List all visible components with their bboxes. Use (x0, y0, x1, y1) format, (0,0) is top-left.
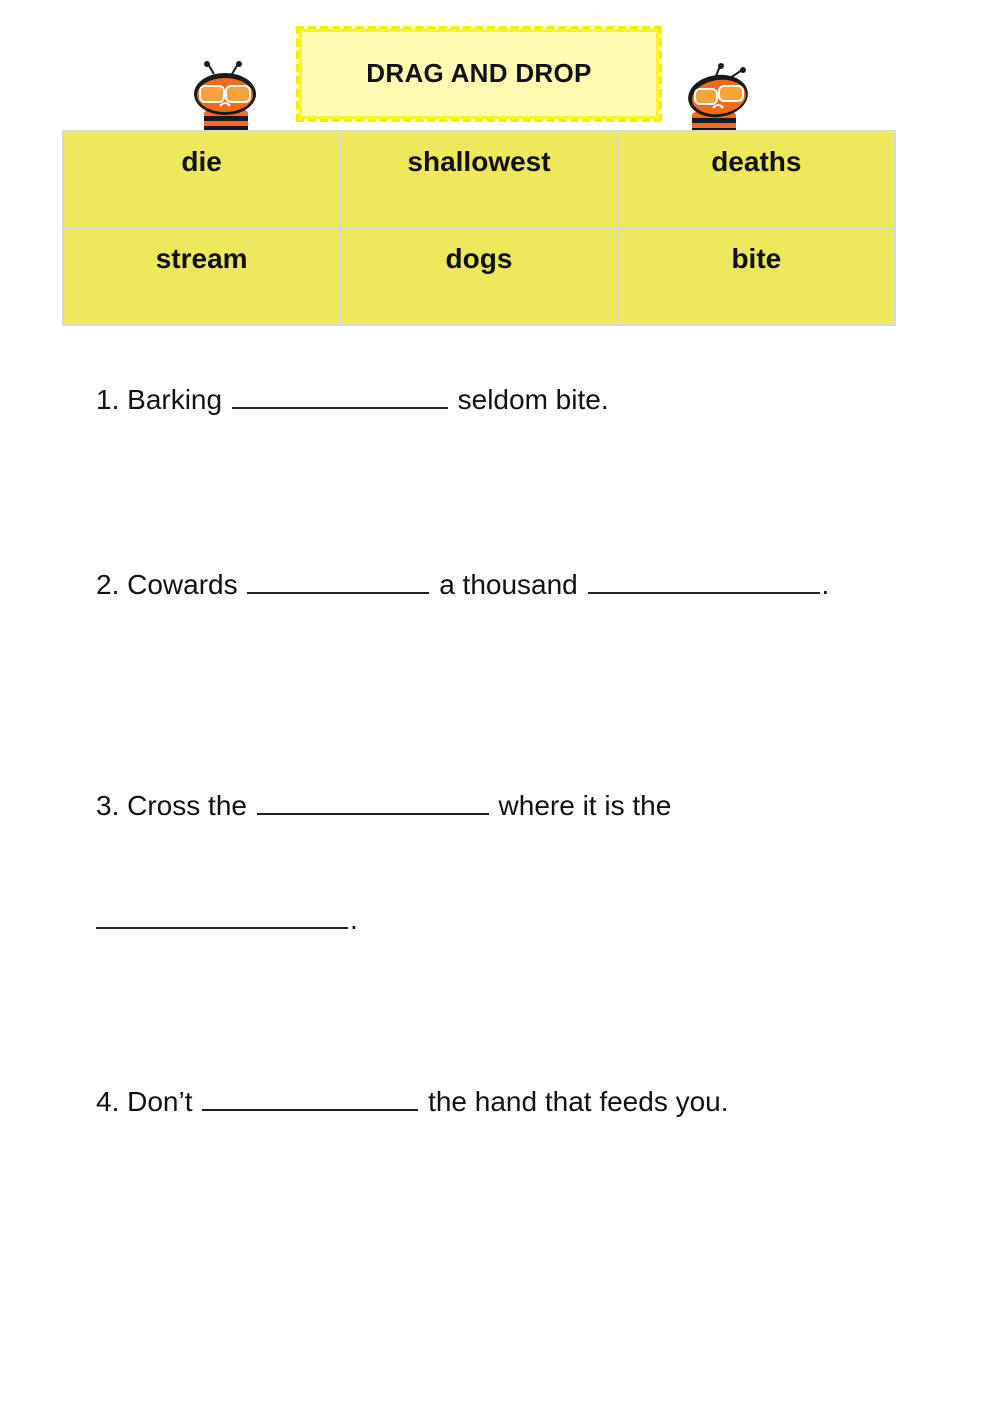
sentence-text: Don’t (127, 1086, 193, 1117)
sentence-number: 3. (96, 790, 120, 821)
sentence-4 (96, 1086, 729, 1118)
drop-blank[interactable] (96, 905, 348, 929)
drop-blank[interactable] (247, 570, 429, 594)
bee-icon (686, 62, 756, 138)
drop-blank[interactable] (257, 791, 489, 815)
drop-blank[interactable] (202, 1087, 418, 1111)
sentence-text: Barking (127, 384, 223, 415)
sentence-3 (96, 790, 671, 822)
sentence-text: . (350, 904, 358, 935)
sentence-text: the hand that feeds you. (428, 1086, 729, 1117)
sentence-1 (96, 384, 609, 416)
sentence-text: . (821, 569, 830, 600)
sentence-number: 2. (96, 569, 120, 600)
sentence-number: 4. (96, 1086, 120, 1117)
bee-icon (190, 60, 260, 136)
page-title: DRAG AND DROP (366, 58, 592, 88)
sentence-text: a thousand (439, 569, 578, 600)
draggable-word-bite[interactable]: bite (619, 229, 894, 324)
drop-blank[interactable] (232, 385, 448, 409)
sentence-text: seldom bite. (457, 384, 609, 415)
sentence-2 (96, 569, 829, 601)
word-bank (62, 130, 896, 326)
sentence-text: Cross the (127, 790, 247, 821)
draggable-word-stream[interactable]: stream (64, 229, 339, 324)
draggable-word-die[interactable]: die (64, 132, 339, 227)
sentence-text: Cowards (127, 569, 238, 600)
sentence-number: 1. (96, 384, 120, 415)
draggable-word-shallowest[interactable]: shallowest (341, 132, 616, 227)
title-box (296, 26, 662, 122)
draggable-word-dogs[interactable]: dogs (341, 229, 616, 324)
sentence-text: where it is the (498, 790, 672, 821)
drop-blank[interactable] (588, 570, 820, 594)
draggable-word-deaths[interactable]: deaths (619, 132, 894, 227)
sentence-3-continued (96, 904, 358, 936)
